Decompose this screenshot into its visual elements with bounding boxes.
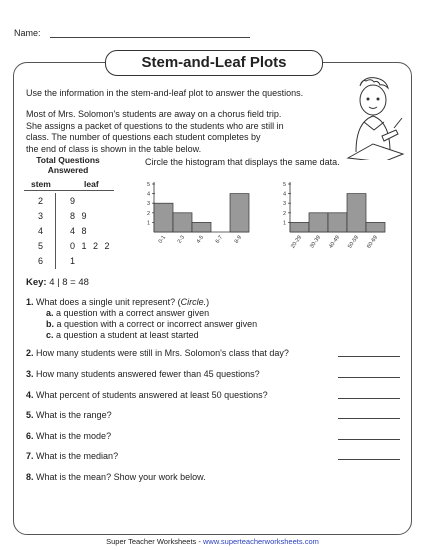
y-tick-label: 3 xyxy=(282,201,286,208)
x-tick-label: 40-49 xyxy=(328,234,342,250)
option-text: a question with a correct answer given xyxy=(56,308,210,318)
answer-line-7[interactable] xyxy=(338,459,400,460)
histogram-bar xyxy=(328,213,347,232)
answer-line-5[interactable] xyxy=(338,418,400,419)
y-tick-label: 4 xyxy=(146,191,150,198)
stem-leaf-title xyxy=(32,155,104,175)
question-text: What is the mean? Show your work below. xyxy=(36,472,206,482)
leaf-values: 0 1 2 2 xyxy=(70,241,110,251)
leaf-values: 8 9 xyxy=(70,211,87,221)
question-4 xyxy=(26,390,268,401)
question-number: 8. xyxy=(26,472,34,482)
stem-header: stem xyxy=(31,179,51,189)
question-number: 3. xyxy=(26,369,34,379)
intro-line: Most of Mrs. Solomon's students are away on a chorus field trip. xyxy=(26,109,282,119)
key-label: Key: xyxy=(26,277,47,288)
y-tick-label: 1 xyxy=(146,220,150,227)
question-1 xyxy=(26,297,209,308)
histogram-bar xyxy=(173,213,192,232)
stem-value: 3 xyxy=(38,211,44,221)
x-tick-label: 50-59 xyxy=(347,234,361,250)
footer xyxy=(0,537,425,546)
histogram-a[interactable] xyxy=(142,176,257,262)
stem-leaf-header-line xyxy=(24,190,114,191)
option-text: a question with a correct or incorrect answer given xyxy=(56,319,258,329)
question-number: 6. xyxy=(26,431,34,441)
histogram-bar xyxy=(192,222,211,232)
y-tick-label: 3 xyxy=(146,201,150,208)
question-3 xyxy=(26,369,260,380)
student-writing-illustration xyxy=(338,72,408,160)
histogram-bar xyxy=(230,194,249,232)
option-a[interactable] xyxy=(46,308,209,319)
question-text: What does a single unit represent? ( xyxy=(36,297,181,307)
question-text: How many students answered fewer than 45 questions? xyxy=(36,369,260,379)
footer-text: Super Teacher Worksheets - xyxy=(106,537,203,546)
footer-link[interactable]: www.superteacherworksheets.com xyxy=(202,537,319,546)
question-7 xyxy=(26,451,118,462)
question-number: 7. xyxy=(26,451,34,461)
histogram-bar xyxy=(154,203,173,232)
question-text: What is the median? xyxy=(36,451,119,461)
option-c[interactable] xyxy=(46,330,199,341)
x-tick-label: 2-3 xyxy=(176,234,187,245)
question-number: 5. xyxy=(26,410,34,420)
question-text: What is the mode? xyxy=(36,431,112,441)
answer-line-3[interactable] xyxy=(338,377,400,378)
question-number: 1. xyxy=(26,297,34,307)
leaf-values: 4 8 xyxy=(70,226,87,236)
histogram-bar xyxy=(309,213,328,232)
intro-line: She assigns a packet of questions to the students who are still in xyxy=(26,120,284,131)
instructions: Use the information in the stem-and-leaf plot to answer the questions. xyxy=(26,88,304,98)
leaf-header: leaf xyxy=(84,179,99,189)
answer-line-4[interactable] xyxy=(338,398,400,399)
stem-leaf-key xyxy=(26,277,89,288)
histogram-bar xyxy=(290,222,309,232)
question-tail: ) xyxy=(206,297,210,307)
key-value: 4 | 8 = 48 xyxy=(49,277,89,288)
question-6 xyxy=(26,431,111,442)
y-tick-label: 2 xyxy=(282,210,286,217)
x-tick-label: 30-39 xyxy=(309,234,323,250)
stem-leaf-title-line: Answered xyxy=(47,165,89,175)
stem-value: 4 xyxy=(38,226,44,236)
stem-value: 6 xyxy=(38,256,44,266)
question-5 xyxy=(26,410,112,421)
page-title: Stem-and-Leaf Plots xyxy=(105,50,323,76)
name-line[interactable] xyxy=(50,37,250,38)
name-label: Name: xyxy=(14,28,41,38)
stem-value: 5 xyxy=(38,241,44,251)
intro-line: the end of class is shown in the table below. xyxy=(26,143,202,154)
option-letter: b. xyxy=(46,319,54,329)
question-number: 4. xyxy=(26,390,34,400)
stem-value: 2 xyxy=(38,196,44,206)
option-text: a question a student at least started xyxy=(56,330,199,340)
y-tick-label: 5 xyxy=(146,182,150,188)
question-text: What is the range? xyxy=(36,410,112,420)
answer-line-6[interactable] xyxy=(338,439,400,440)
option-letter: a. xyxy=(46,308,54,318)
histogram-bar xyxy=(366,222,385,232)
y-tick-label: 2 xyxy=(146,210,150,217)
x-tick-label: 20-29 xyxy=(290,234,304,250)
y-tick-label: 4 xyxy=(282,191,286,198)
y-tick-label: 1 xyxy=(282,220,286,227)
x-tick-label: 4-5 xyxy=(195,234,206,245)
x-tick-label: 8-9 xyxy=(233,234,244,245)
histogram-b[interactable] xyxy=(278,176,393,262)
question-emphasis: Circle. xyxy=(180,297,207,307)
x-tick-label: 0-1 xyxy=(157,234,168,245)
histogram-bar xyxy=(347,194,366,232)
leaf-values: 9 xyxy=(70,196,76,206)
question-8 xyxy=(26,472,206,483)
question-number: 2. xyxy=(26,348,34,358)
question-text: How many students were still in Mrs. Solomon's class that day? xyxy=(36,348,289,358)
option-b[interactable] xyxy=(46,319,257,330)
intro-line: class. The number of questions each student completes by xyxy=(26,132,261,142)
x-tick-label: 60-69 xyxy=(366,234,380,250)
x-tick-label: 6-7 xyxy=(214,234,225,245)
question-2 xyxy=(26,348,289,359)
intro-paragraph xyxy=(26,109,326,155)
histogram-instruction: Circle the histogram that displays the same data. xyxy=(145,157,340,167)
stem-leaf-divider xyxy=(55,193,56,269)
question-text: What percent of students answered at least 50 questions? xyxy=(36,390,268,400)
option-letter: c. xyxy=(46,330,54,340)
leaf-values: 1 xyxy=(70,256,76,266)
y-tick-label: 5 xyxy=(282,182,286,188)
stem-leaf-title-line: Total Questions xyxy=(36,155,100,165)
answer-line-2[interactable] xyxy=(338,356,400,357)
